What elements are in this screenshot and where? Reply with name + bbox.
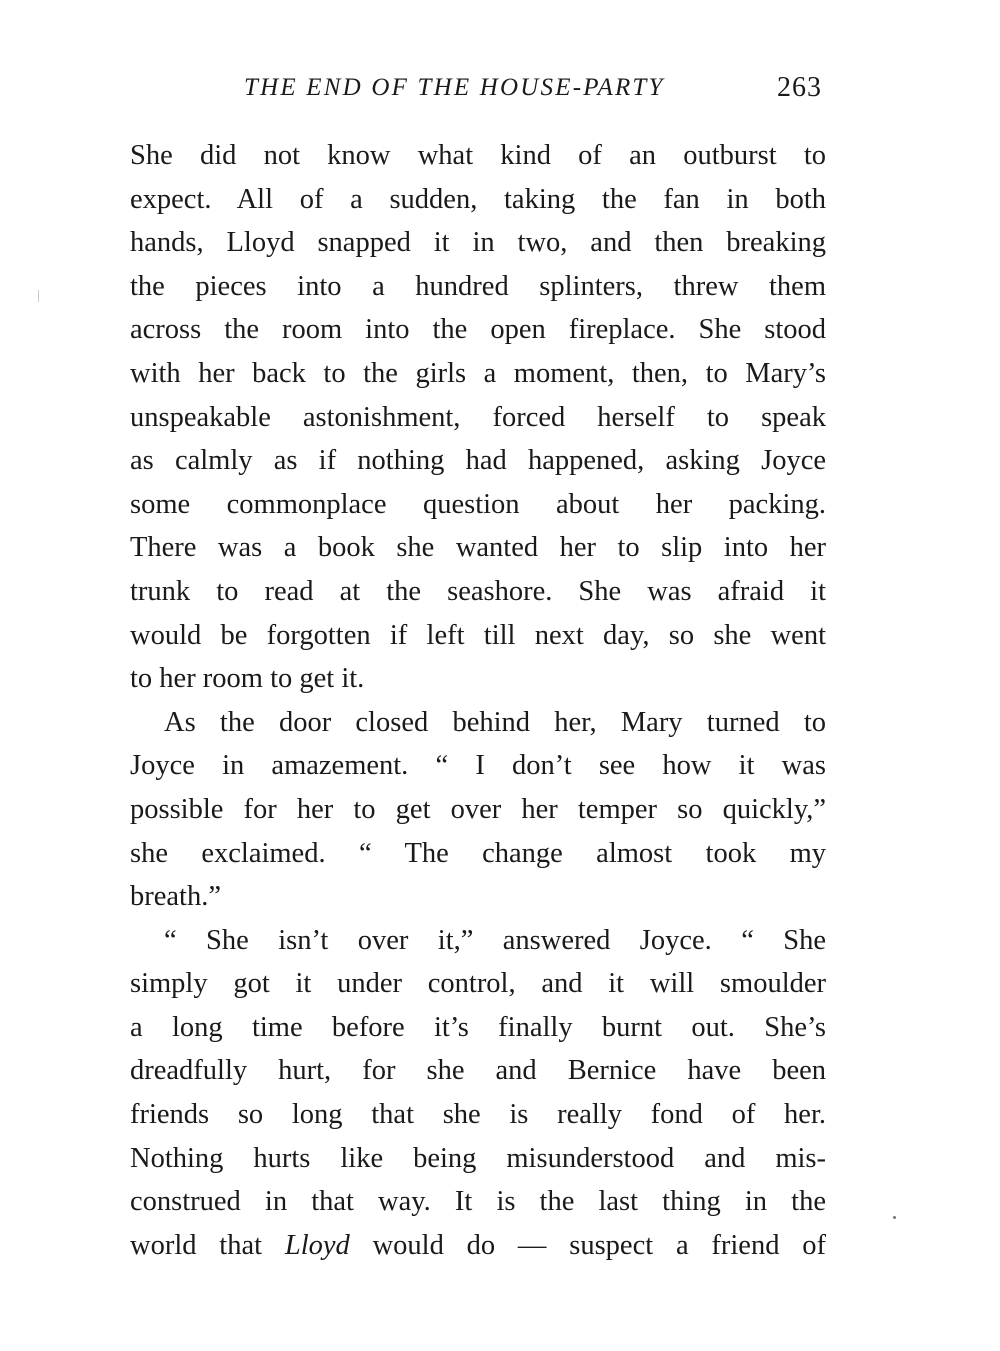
page-number: 263 — [777, 72, 822, 103]
text-line: Joyce in amazement. “ I don’t see how it was — [130, 750, 826, 782]
body-text — [130, 134, 826, 1267]
emphasis-lloyd: Lloyd — [284, 1229, 350, 1261]
text-line: would be forgotten if left till next day, so she went — [130, 619, 826, 651]
text-line: trunk to read at the seashore. She was afraid it — [130, 575, 826, 607]
text-line: across the room into the open fireplace. She stood — [130, 314, 826, 346]
text-line: dreadfully hurt, for she and Bernice have been — [130, 1055, 826, 1087]
text-line: hands, Lloyd snapped it in two, and then breaking — [130, 227, 826, 259]
text-segment: would do — suspect a friend of — [349, 1229, 826, 1261]
text-line: There was a book she wanted her to slip into her — [130, 532, 826, 564]
text-line: the pieces into a hundred splinters, threw them — [130, 270, 826, 302]
text-line: breath.” — [130, 881, 221, 913]
text-line: with her back to the girls a moment, then, to Mary’s — [130, 357, 826, 389]
text-line: some commonplace question about her packing. — [130, 488, 826, 520]
text-line: construed in that way. It is the last thing in the — [130, 1186, 826, 1218]
scan-speck — [893, 1216, 896, 1219]
text-line: as calmly as if nothing had happened, asking Joyce — [130, 445, 826, 477]
text-line: “ She isn’t over it,” answered Joyce. “ She — [164, 924, 826, 956]
text-line: she exclaimed. “ The change almost took my — [130, 837, 826, 869]
running-title: THE END OF THE HOUSE-PARTY — [244, 74, 665, 101]
text-line: possible for her to get over her temper so quickly,” — [130, 793, 826, 825]
text-line: As the door closed behind her, Mary turned to — [164, 706, 826, 738]
text-line: Nothing hurts like being misunderstood and mis- — [130, 1142, 826, 1174]
running-head — [130, 68, 826, 108]
text-line: friends so long that she is really fond of her. — [130, 1099, 826, 1131]
text-segment: world that — [130, 1229, 285, 1261]
text-line: unspeakable astonishment, forced herself to speak — [130, 401, 826, 433]
text-line: simply got it under control, and it will smoulder — [130, 968, 826, 1000]
text-line: expect. All of a sudden, taking the fan in both — [130, 183, 826, 215]
text-line-last — [130, 1224, 826, 1268]
text-line: a long time before it’s finally burnt out. She’s — [130, 1011, 826, 1043]
scan-speck — [38, 290, 39, 302]
text-line: to her room to get it. — [130, 663, 365, 695]
text-line: She did not know what kind of an outburst to — [130, 140, 826, 171]
